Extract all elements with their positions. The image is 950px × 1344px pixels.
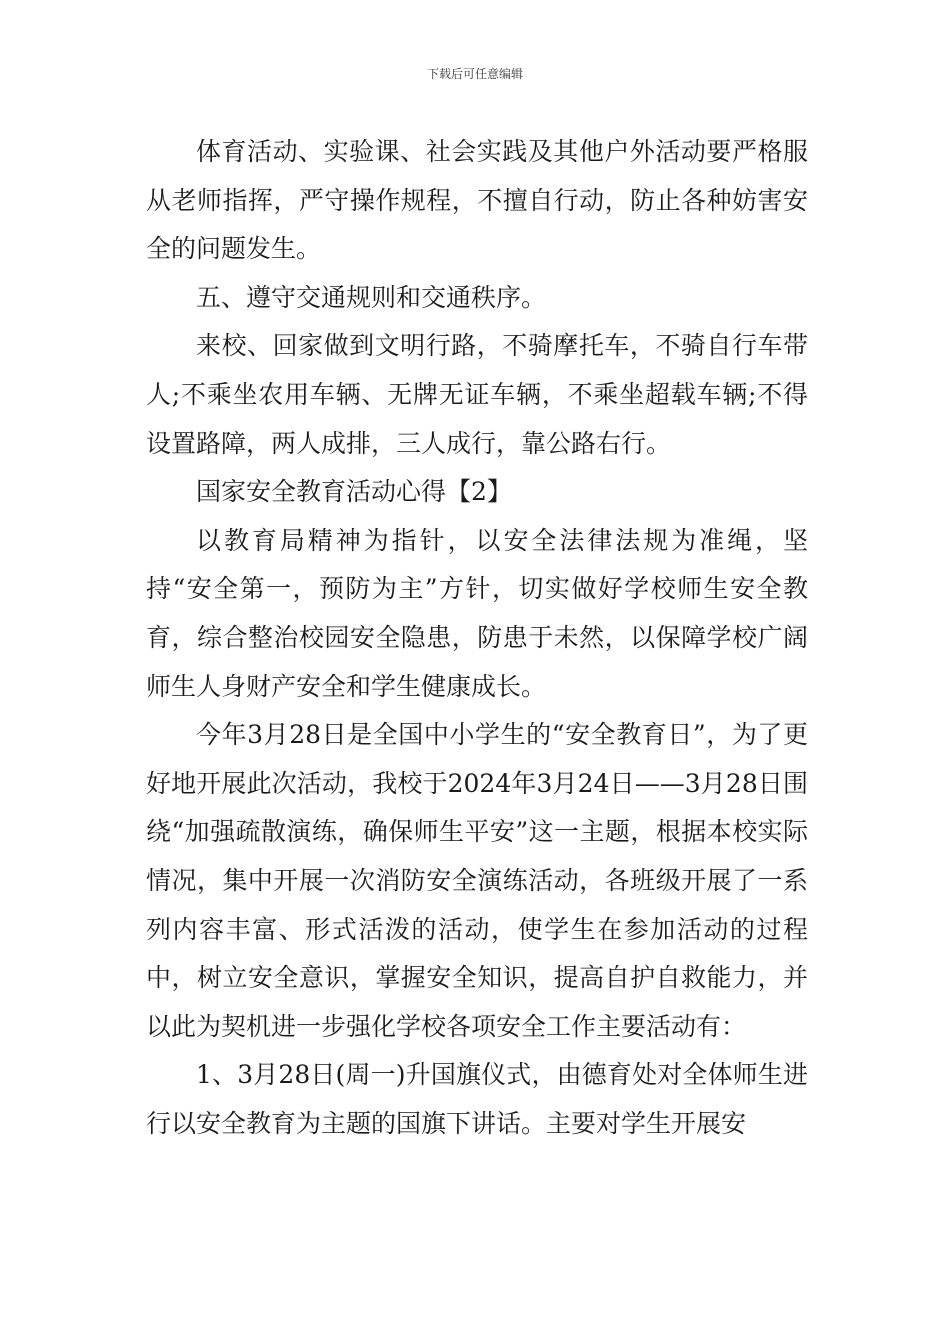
page-header: 下载后可任意编辑 — [426, 67, 523, 81]
document-body — [146, 128, 808, 1148]
paragraph-outdoor-activities: 体育活动、实验课、社会实践及其他户外活动要严格服从老师指挥，严守操作规程，不擅自行动，防止各种妨害安全的问题发生。 — [146, 137, 808, 264]
paragraph-traffic-rules: 来校、回家做到文明行路，不骑摩托车，不骑自行车带人;不乘坐农用车辆、无牌无证车辆，不乘坐超载车辆;不得设置路障，两人成排，三人成行，靠公路右行。 — [146, 331, 808, 458]
paragraph-article-title: 国家安全教育活动心得【2】 — [196, 477, 512, 507]
paragraph-safety-education-day: 今年3月28日是全国中小学生的“安全教育日”，为了更好地开展此次活动，我校于2024年3月24日——3月28日围绕“加强疏散演练，确保师生平安”这一主题，根据本校实际情况，集中开展一次消防安全演练活动，各班级开展了一系列内容丰富、形式活泼的活动，使学生在参加活动的过程中，树立安全意识，掌握安全知识，提高自护自救能力，并以此为契机进一步强化学校各项安全工作主要活动有： — [146, 720, 808, 1041]
paragraph-guiding-principle: 以教育局精神为指针，以安全法律法规为准绳，坚持“安全第一，预防为主”方针，切实做好学校师生安全教育，综合整治校园安全隐患，防患于未然，以保障学校广阔师生人身财产安全和学生健康成长。 — [146, 525, 808, 701]
paragraph-flag-ceremony: 1、3月28日(周一)升国旗仪式，由德育处对全体师生进行以安全教育为主题的国旗下讲话。主要对学生开展安 — [146, 1060, 808, 1138]
paragraph-section-five-heading: 五、遵守交通规则和交通秩序。 — [196, 282, 547, 312]
